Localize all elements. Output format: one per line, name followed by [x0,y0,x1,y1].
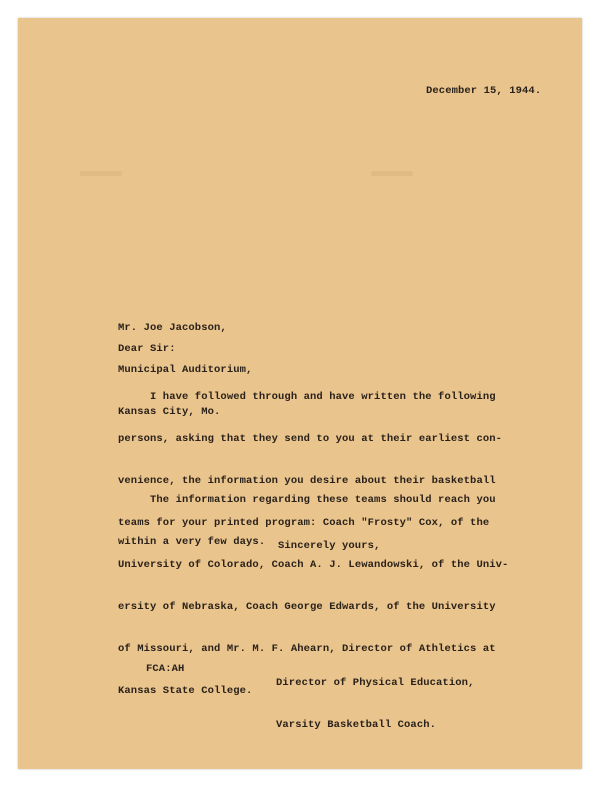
signature-line: Director of Physical Education, [276,677,475,689]
body-line: University of Colorado, Coach A. J. Lewandowski, of the Univ- [118,559,509,571]
body-line: persons, asking that they send to you at their earliest con- [118,433,503,445]
letter-page [18,18,582,769]
body-paragraph-2 [118,465,496,577]
address-line: Mr. Joe Jacobson, [118,322,227,334]
body-line: ersity of Nebraska, Coach George Edwards, of the University [118,601,496,613]
salutation: Dear Sir: [118,343,176,355]
signature-line: Varsity Basketball Coach. [276,719,437,731]
faint-mark [80,171,122,176]
body-line: venience, the information you desire about their basketball [118,475,496,487]
body-line: I have followed through and have written the following [118,391,496,403]
body-line: Kansas State College. [118,685,253,697]
body-line: of Missouri, and Mr. M. F. Ahearn, Director of Athletics at [118,643,496,655]
closing: Sincerely yours, [278,540,381,552]
address-line: Municipal Auditorium, [118,364,253,376]
body-line: within a very few days. [118,536,266,548]
address-line: Kansas City, Mo. [118,406,221,418]
letter-date: December 15, 1944. [426,85,542,97]
reference-initials: FCA:AH [146,663,185,675]
body-line: teams for your printed program: Coach "Frosty" Cox, of the [118,517,490,529]
signature-block [276,648,474,760]
faint-mark [371,171,413,176]
body-line: The information regarding these teams should reach you [118,494,496,506]
